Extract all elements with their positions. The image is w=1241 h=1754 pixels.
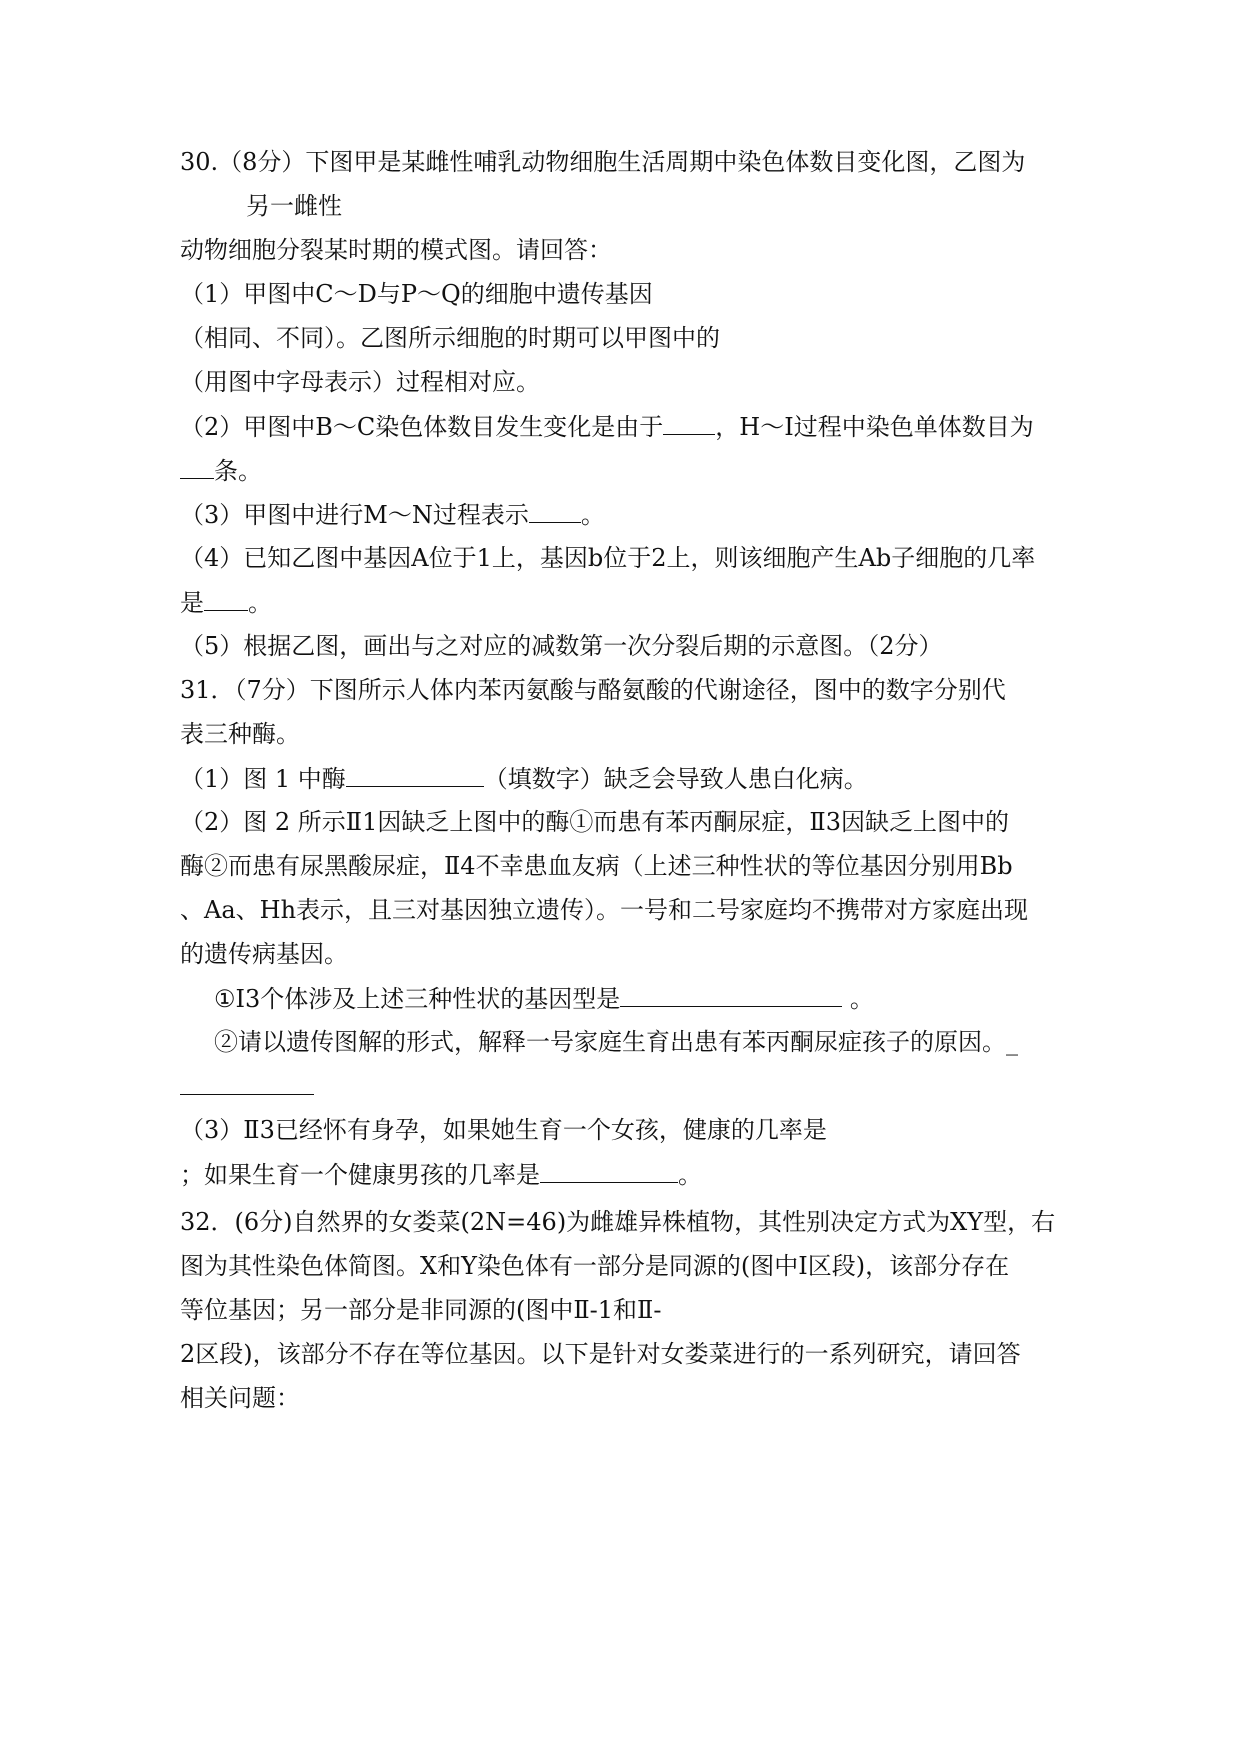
answer-blank[interactable] [180, 454, 214, 479]
q30-part2-text-a: （2）甲图中B～C染色体数目发生变化是由于 [180, 413, 664, 441]
q30-part2-text-b: ，H～I过程中染色单体数目为 [715, 413, 1034, 441]
q30-part2-line-1 [180, 410, 1034, 444]
q30-part4-line-2 [180, 586, 272, 620]
answer-blank[interactable] [540, 1158, 678, 1183]
q31-part2-line-3: 、Aa、Hh表示，且三对基因独立遗传）。一号和二号家庭均不携带对方家庭出现 [180, 896, 1029, 924]
answer-blank[interactable] [663, 410, 715, 435]
q31-line-2: 表三种酶。 [180, 720, 300, 748]
q31-sub1-line [214, 982, 874, 1016]
q32-line-3: 等位基因；另一部分是非同源的(图中Ⅱ-1和Ⅱ- [180, 1296, 662, 1324]
q31-part3-line-1: （3）Ⅱ3已经怀有身孕，如果她生育一个女孩，健康的几率是 [180, 1116, 827, 1144]
q30-line-1: 30.（8分）下图甲是某雌性哺乳动物细胞生活周期中染色体数目变化图，乙图为 [180, 148, 1026, 176]
q31-part2-line-1: （2）图 2 所示Ⅱ1因缺乏上图中的酶①而患有苯丙酮尿症，Ⅱ3因缺乏上图中的 [180, 808, 1009, 836]
answer-blank[interactable] [346, 762, 484, 787]
q31-part1-text-b: （填数字）缺乏会导致人患白化病。 [483, 765, 868, 793]
q30-line-2: 另一雌性 [246, 192, 342, 220]
q31-part3-text-a: ；如果生育一个健康男孩的几率是 [180, 1161, 540, 1189]
q31-part3-line-2 [180, 1158, 702, 1192]
q30-part4-text-b: 。 [248, 589, 272, 617]
answer-blank[interactable] [620, 982, 842, 1007]
q30-part5-line: （5）根据乙图，画出与之对应的减数第一次分裂后期的示意图。（2分） [180, 632, 943, 660]
q30-part1-line-1: （1）甲图中C～D与P～Q的细胞中遗传基因 [180, 280, 653, 308]
q30-line-3: 动物细胞分裂某时期的模式图。请回答： [180, 236, 612, 264]
q30-part3-text-a: （3）甲图中进行M～N过程表示 [180, 501, 529, 529]
q32-line-4: 2区段)，该部分不存在等位基因。以下是针对女娄菜进行的一系列研究，请回答 [180, 1340, 1021, 1368]
q30-part2-line-2 [180, 454, 262, 488]
q31-part3-text-b: 。 [678, 1161, 702, 1189]
q32-line-1: 32．(6分)自然界的女娄菜(2N=46)为雌雄异株植物，其性别决定方式为XY型，右 [180, 1208, 1056, 1236]
q31-part2-line-4: 的遗传病基因。 [180, 940, 348, 968]
q30-part4-line-1: （4）已知乙图中基因A位于1上，基因b位于2上，则该细胞产生Ab子细胞的几率 [180, 544, 1036, 572]
q30-part1-line-3: （用图中字母表示）过程相对应。 [180, 368, 540, 396]
q30-part3-text-b: 。 [580, 501, 605, 529]
q31-part2-line-2: 酶②而患有尿黑酸尿症，Ⅱ4不幸患血友病（上述三种性状的等位基因分别用Bb [180, 852, 1013, 880]
q31-sub2-blank-line [180, 1070, 314, 1104]
q31-sub1-text-a: ①I3个体涉及上述三种性状的基因型是 [214, 985, 621, 1013]
q31-line-1: 31．（7分）下图所示人体内苯丙氨酸与酪氨酸的代谢途径，图中的数字分别代 [180, 676, 1006, 704]
q30-part2-text-c: 条。 [214, 457, 262, 485]
answer-blank[interactable] [204, 586, 248, 611]
q32-line-2: 图为其性染色体简图。X和Y染色体有一部分是同源的(图中I区段)，该部分存在 [180, 1252, 1010, 1280]
q30-part3-line [180, 498, 605, 532]
q32-line-5: 相关问题： [180, 1384, 300, 1412]
q31-part1-line [180, 762, 868, 796]
answer-blank[interactable] [180, 1070, 314, 1095]
q30-part4-text-a: 是 [180, 589, 204, 617]
q31-sub1-text-b: 。 [842, 985, 874, 1013]
q31-sub2-line: ②请以遗传图解的形式，解释一号家庭生育出患有苯丙酮尿症孩子的原因。_ [214, 1028, 1018, 1056]
q31-part1-text-a: （1）图 1 中酶 [180, 765, 346, 793]
answer-blank[interactable] [529, 498, 581, 523]
q30-part1-line-2: （相同、不同）。乙图所示细胞的时期可以甲图中的 [180, 324, 720, 352]
